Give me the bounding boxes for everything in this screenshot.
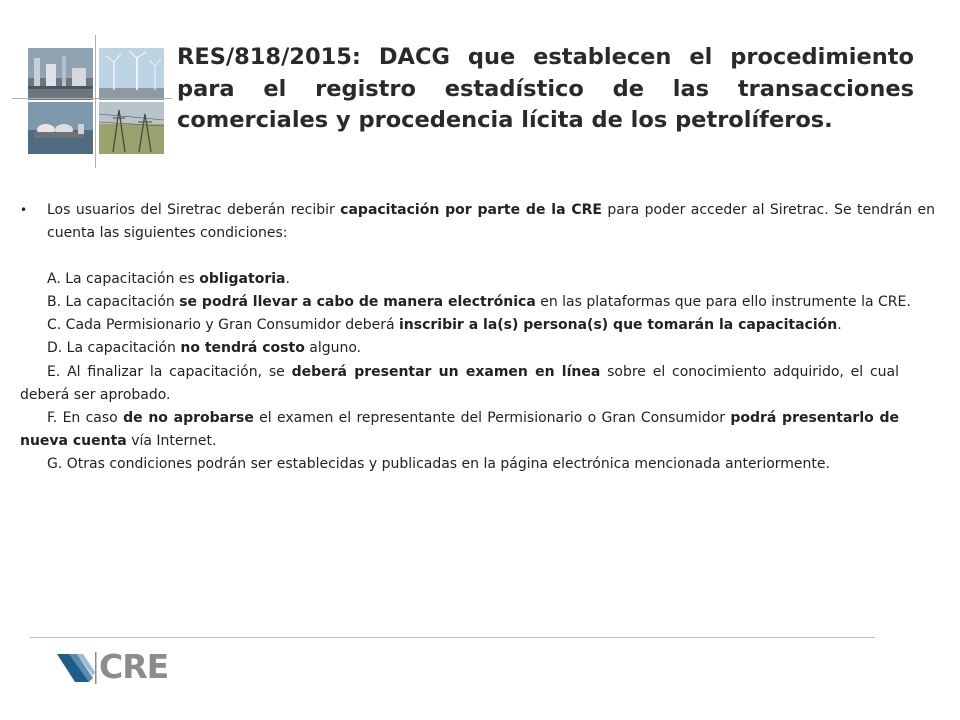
condition-c: C. Cada Permisionario y Gran Consumidor deberá inscribir a la(s) persona(s) que tomarán la capacitación. <box>47 317 842 334</box>
condition-d: D. La capacitación no tendrá costo alguno. <box>47 340 362 357</box>
cre-logo-text: CRE <box>99 647 169 686</box>
header-photo-collage <box>0 30 175 170</box>
condition-a: A. La capacitación es obligatoria. <box>47 271 290 288</box>
power-lines-photo <box>99 102 164 154</box>
page-title: RES/818/2015: DACG que establecen el procedimiento para el registro estadístico de las transacciones comerciales y procedencia lícita de los petrolíferos. <box>177 44 914 133</box>
main-content <box>20 199 935 476</box>
lng-tanker-photo <box>28 102 93 154</box>
footer-divider <box>30 637 875 638</box>
bullet-dot-icon: • <box>20 203 28 217</box>
condition-e: E. Al finalizar la capacitación, se deberá presentar un examen en línea sobre el conocimiento adquirido, el cualdeberá ser aprobado. <box>20 363 899 403</box>
condition-g: G. Otras condiciones podrán ser establecidas y publicadas en la página electrónica mencionada anteriormente. <box>47 455 830 472</box>
collage-horizontal-divider <box>12 98 172 99</box>
bullet-paragraph: • Los usuarios del Siretrac deberán recibir capacitación por parte de la CRE para poder acceder al Siretrac. Se tendrán en cuenta las siguientes condiciones: <box>20 199 935 245</box>
refinery-photo <box>28 48 93 100</box>
condition-b: B. La capacitación se podrá llevar a cabo de manera electrónica en las plataformas que para ello instrumente la CRE. <box>47 294 911 311</box>
collage-vertical-divider <box>95 35 96 168</box>
wind-turbines-photo <box>99 48 164 100</box>
condition-f: F. En caso de no aprobarse el examen el representante del Permisionario o Gran Consumidor podrá presentarlo denueva cuenta vía Internet. <box>20 409 899 449</box>
